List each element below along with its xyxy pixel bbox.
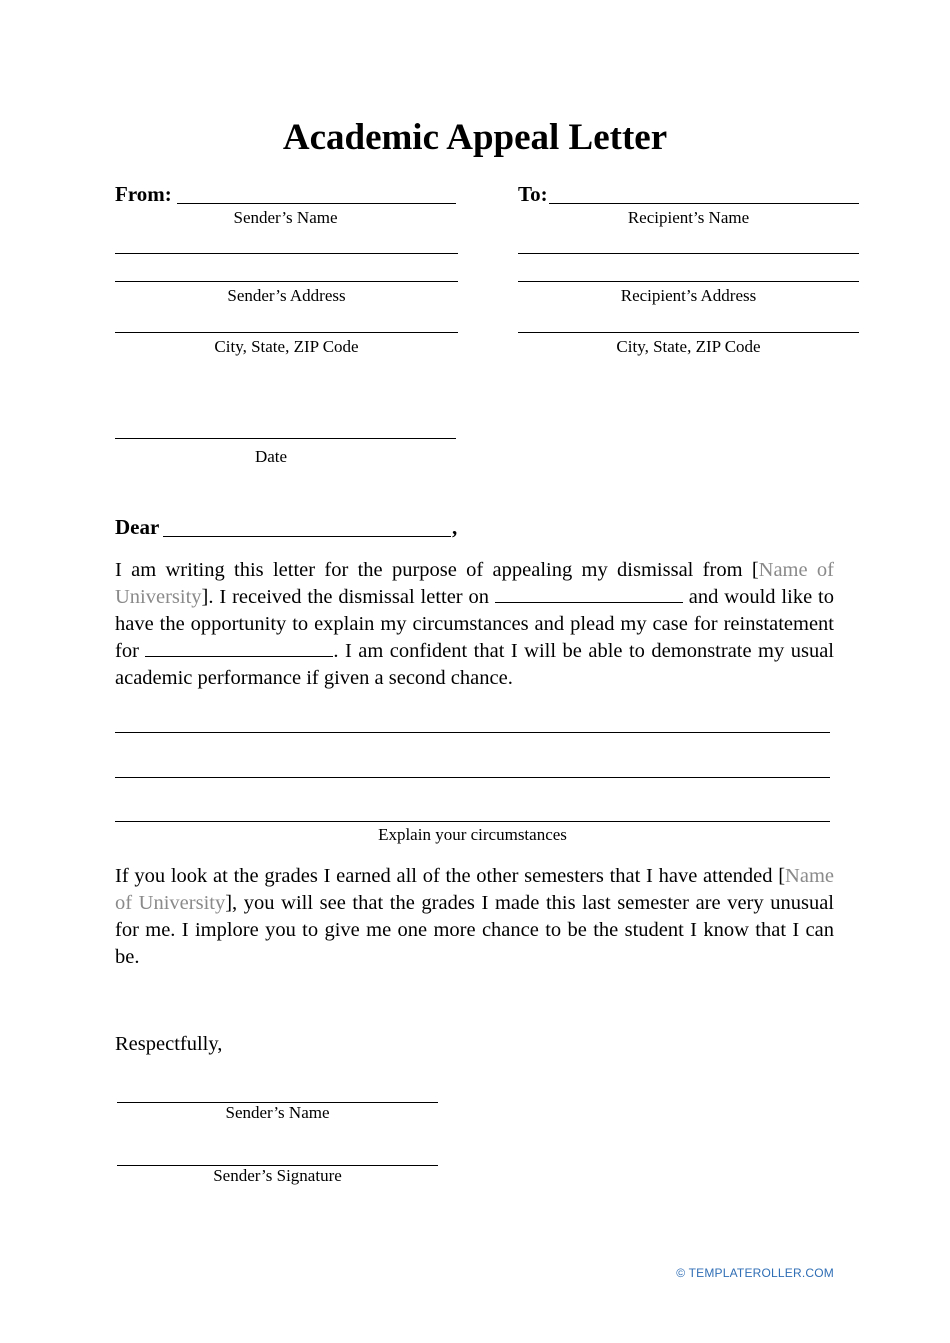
recipient-address-caption: Recipient’s Address [620,286,757,305]
date-line[interactable] [115,438,456,439]
signature-caption: Sender’s Signature [213,1166,342,1185]
to-label: To: [518,182,548,206]
dismissal-date-blank[interactable] [495,584,683,603]
circumstances-line-1[interactable] [115,732,830,733]
reinstatement-term-blank[interactable] [145,638,333,657]
salutation-label: Dear [115,515,160,539]
from-label: From: [115,182,172,206]
recipient-city-line[interactable] [518,332,859,333]
paragraph-intro [115,557,834,692]
paragraph-intro-text-4: . I am confident that I will be able to demonstrate my usual academic performance if given a second chance. [115,640,834,689]
sender-address-line-2[interactable] [115,281,458,282]
recipient-address-line-2[interactable] [518,281,859,282]
signature-name-caption: Sender’s Name [225,1103,330,1122]
closing-text: Respectfully, [115,1033,223,1055]
sender-address-caption: Sender’s Address [227,286,346,305]
recipient-address-line-1[interactable] [518,253,859,254]
circumstances-line-3[interactable] [115,821,830,822]
paragraph-grades-text-2: ], you will see that the grades I made this last semester are very unusual for me. I implore you to give me one more chance to be the student I know that I can be. [115,892,834,968]
paragraph-intro-text-1: I am writing this letter for the purpose of appealing my dismissal from [ [115,559,759,581]
recipient-name-caption: Recipient’s Name [627,208,750,227]
university-placeholder-2[interactable]: Name of University [115,865,834,914]
sender-name-caption: Sender’s Name [233,208,338,227]
sender-city-caption: City, State, ZIP Code [214,337,359,356]
circumstances-caption: Explain your circumstances [378,825,567,844]
paragraph-intro-text-3: and would like to have the opportunity to explain my circumstances and plead my case for reinstatement for [115,586,834,662]
paragraph-intro-text-2: ]. I received the dismissal letter on [201,586,495,608]
university-placeholder[interactable]: Name of University [115,559,834,608]
recipient-city-caption: City, State, ZIP Code [616,337,761,356]
salutation-name-line[interactable] [163,536,451,537]
circumstances-line-2[interactable] [115,777,830,778]
recipient-name-line[interactable] [549,203,859,204]
sender-name-line[interactable] [177,203,456,204]
salutation-comma: , [452,515,458,539]
sender-city-line[interactable] [115,332,458,333]
document-title: Academic Appeal Letter [282,117,668,158]
paragraph-grades-text-1: If you look at the grades I earned all of the other semesters that I have attended [ [115,865,786,887]
date-caption: Date [254,447,288,466]
footer-copyright-link[interactable]: © TEMPLATEROLLER.COM [676,1266,834,1280]
sender-address-line-1[interactable] [115,253,458,254]
paragraph-grades [115,863,834,971]
